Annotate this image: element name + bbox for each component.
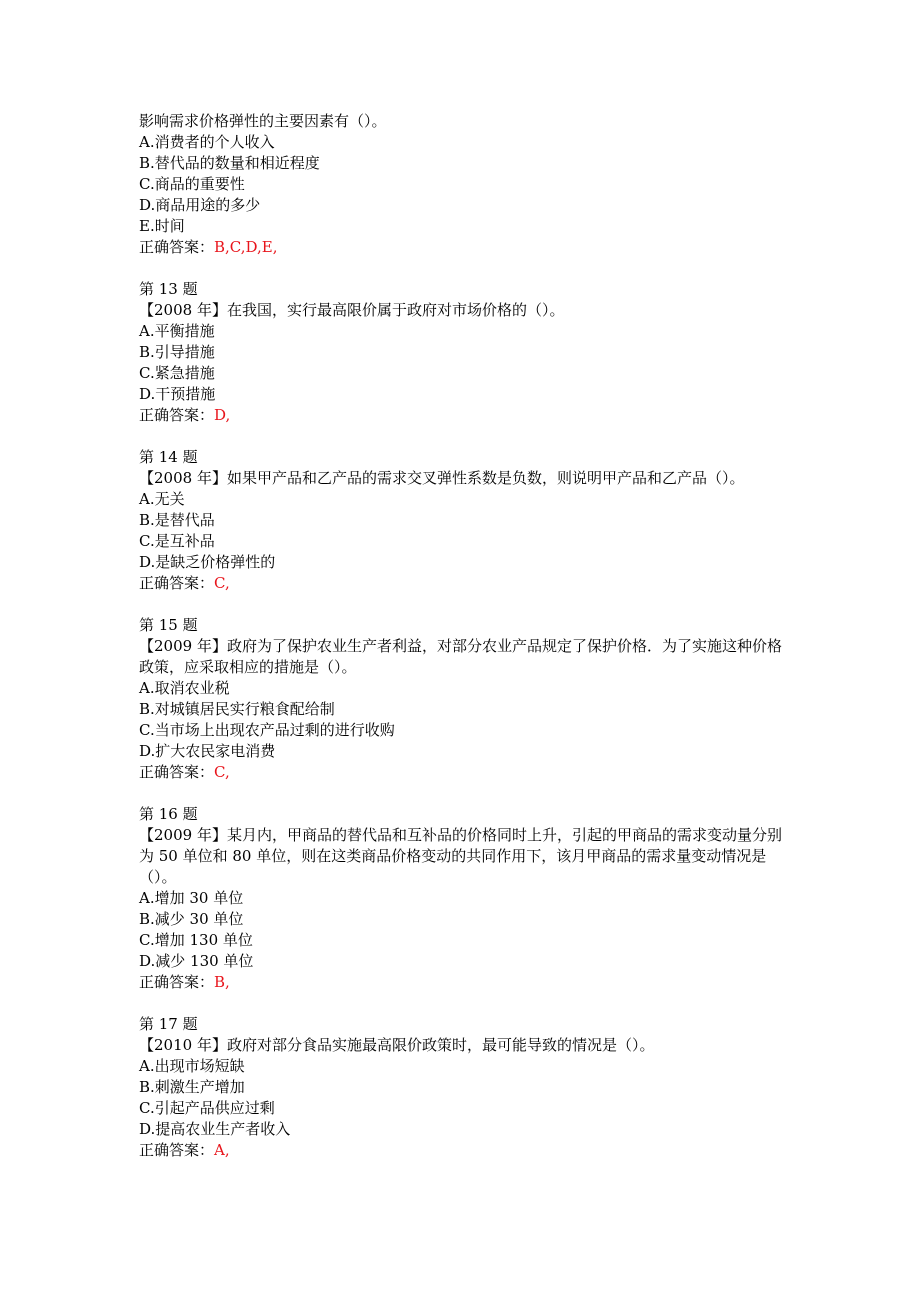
answer-value: C, [214, 574, 230, 592]
question-stem: 【2008 年】在我国，实行最高限价属于政府对市场价格的（）。 [139, 301, 565, 319]
answer-line [139, 405, 789, 426]
option-b: B.减少 30 单位 [139, 910, 244, 928]
option-c: C.紧急措施 [139, 364, 215, 382]
question-header: 第 17 题 [139, 1015, 198, 1033]
answer-value: B,C,D,E, [214, 238, 278, 256]
option-a: A.取消农业税 [139, 679, 230, 697]
answer-value: B, [214, 973, 230, 991]
answer-line [139, 237, 789, 258]
option-c: C.增加 130 单位 [139, 931, 253, 949]
answer-value: A, [214, 1141, 230, 1159]
option-c: C.是互补品 [139, 532, 215, 550]
answer-label: 正确答案： [139, 406, 215, 424]
option-b: B.是替代品 [139, 511, 215, 529]
question-stem: 【2010 年】政府对部分食品实施最高限价政策时，最可能导致的情况是（）。 [139, 1036, 655, 1054]
answer-value: C, [214, 763, 230, 781]
option-c: C.引起产品供应过剩 [139, 1099, 275, 1117]
option-b: B.刺激生产增加 [139, 1078, 245, 1096]
question-header: 第 14 题 [139, 448, 198, 466]
question-block-13 [139, 279, 789, 426]
question-block-intro [139, 111, 789, 258]
option-d: D.减少 130 单位 [139, 952, 254, 970]
answer-label: 正确答案： [139, 1141, 215, 1159]
option-e: E.时间 [139, 217, 185, 235]
question-stem: 【2009 年】某月内，甲商品的替代品和互补品的价格同时上升，引起的甲商品的需求变动量分别为 50 单位和 80 单位，则在这类商品价格变动的共同作用下，该月甲商品的需求量变动情况是（）。 [139, 826, 782, 886]
answer-line [139, 573, 789, 594]
option-d: D.扩大农民家电消费 [139, 742, 276, 760]
answer-label: 正确答案： [139, 238, 215, 256]
option-c: C.当市场上出现农产品过剩的进行收购 [139, 721, 395, 739]
answer-line [139, 1140, 789, 1161]
option-a: A.平衡措施 [139, 322, 215, 340]
answer-value: D, [214, 406, 231, 424]
answer-label: 正确答案： [139, 763, 215, 781]
option-a: A.出现市场短缺 [139, 1057, 245, 1075]
option-a: A.无关 [139, 490, 185, 508]
answer-label: 正确答案： [139, 973, 215, 991]
answer-label: 正确答案： [139, 574, 215, 592]
question-header: 第 15 题 [139, 616, 198, 634]
option-a: A.消费者的个人收入 [139, 133, 275, 151]
option-a: A.增加 30 单位 [139, 889, 244, 907]
answer-line [139, 762, 789, 783]
question-block-17 [139, 1014, 789, 1161]
option-b: B.替代品的数量和相近程度 [139, 154, 320, 172]
document-page [139, 111, 789, 1182]
question-header: 第 16 题 [139, 805, 198, 823]
question-block-14 [139, 447, 789, 594]
question-stem: 【2009 年】政府为了保护农业生产者利益，对部分农业产品规定了保护价格．为了实施这种价格政策，应采取相应的措施是（）。 [139, 637, 782, 676]
question-stem: 影响需求价格弹性的主要因素有（）。 [139, 112, 387, 130]
option-b: B.对城镇居民实行粮食配给制 [139, 700, 335, 718]
answer-line [139, 972, 789, 993]
option-d: D.提高农业生产者收入 [139, 1120, 291, 1138]
question-block-15 [139, 615, 789, 783]
question-stem: 【2008 年】如果甲产品和乙产品的需求交叉弹性系数是负数，则说明甲产品和乙产品（）。 [139, 469, 745, 487]
option-c: C.商品的重要性 [139, 175, 245, 193]
option-b: B.引导措施 [139, 343, 215, 361]
option-d: D.是缺乏价格弹性的 [139, 553, 276, 571]
question-block-16 [139, 804, 789, 993]
option-d: D.干预措施 [139, 385, 216, 403]
option-d: D.商品用途的多少 [139, 196, 261, 214]
question-header: 第 13 题 [139, 280, 198, 298]
